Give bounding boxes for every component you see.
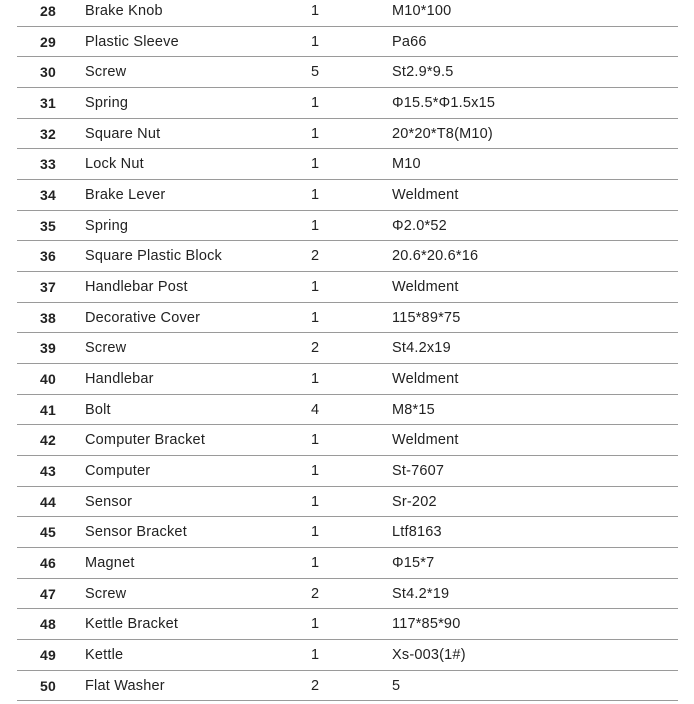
part-quantity: 1 [311, 278, 320, 295]
part-quantity: 1 [311, 493, 320, 510]
table-row [17, 149, 678, 180]
part-number: 42 [40, 432, 56, 449]
part-specification: Pa66 [392, 33, 427, 50]
part-number: 45 [40, 524, 56, 541]
part-specification: Φ15.5*Φ1.5x15 [392, 94, 496, 111]
part-quantity: 1 [311, 646, 320, 663]
part-specification: Weldment [392, 370, 459, 387]
part-name: Square Plastic Block [85, 248, 222, 265]
part-name: Spring [85, 94, 129, 111]
table-row [17, 180, 678, 211]
part-name: Kettle [85, 646, 124, 663]
part-quantity: 1 [311, 217, 320, 234]
part-number: 37 [40, 278, 56, 295]
part-number: 30 [40, 64, 56, 81]
part-specification: Sr-202 [392, 493, 437, 510]
part-name: Computer Bracket [85, 432, 206, 449]
part-specification: 20.6*20.6*16 [392, 248, 479, 265]
part-quantity: 1 [311, 554, 320, 571]
part-quantity: 2 [311, 248, 320, 265]
table-row [17, 303, 678, 334]
part-quantity: 1 [311, 616, 320, 633]
part-quantity: 1 [311, 186, 320, 203]
part-quantity: 5 [311, 64, 320, 81]
table-row [17, 57, 678, 88]
parts-list-table [17, 0, 678, 701]
part-quantity: 4 [311, 401, 320, 418]
part-specification: St4.2x19 [392, 340, 451, 357]
part-number: 49 [40, 646, 56, 663]
table-row [17, 88, 678, 119]
table-row [17, 579, 678, 610]
part-number: 48 [40, 616, 56, 633]
part-number: 44 [40, 493, 56, 510]
part-number: 28 [40, 2, 56, 19]
table-row [17, 0, 678, 27]
part-specification: St-7607 [392, 462, 445, 479]
part-number: 35 [40, 217, 56, 234]
part-quantity: 1 [311, 33, 320, 50]
part-specification: M10*100 [392, 2, 452, 19]
part-specification: Weldment [392, 278, 459, 295]
part-specification: Weldment [392, 432, 459, 449]
part-name: Square Nut [85, 125, 161, 142]
part-specification: Φ2.0*52 [392, 217, 447, 234]
part-quantity: 1 [311, 432, 320, 449]
part-name: Decorative Cover [85, 309, 201, 326]
part-specification: 117*85*90 [392, 616, 461, 633]
part-specification: 20*20*T8(M10) [392, 125, 493, 142]
part-specification: St2.9*9.5 [392, 64, 454, 81]
part-number: 50 [40, 677, 56, 694]
part-number: 40 [40, 370, 56, 387]
table-row [17, 640, 678, 671]
part-specification: 115*89*75 [392, 309, 461, 326]
part-specification: Xs-003(1#) [392, 646, 466, 663]
part-name: Lock Nut [85, 156, 144, 173]
part-quantity: 1 [311, 156, 320, 173]
part-specification: Ltf8163 [392, 524, 442, 541]
part-name: Screw [85, 64, 127, 81]
part-name: Sensor Bracket [85, 524, 187, 541]
part-number: 38 [40, 309, 56, 326]
part-specification: Φ15*7 [392, 554, 435, 571]
part-quantity: 2 [311, 340, 320, 357]
part-name: Computer [85, 462, 151, 479]
table-row [17, 425, 678, 456]
part-quantity: 1 [311, 524, 320, 541]
part-number: 33 [40, 156, 56, 173]
part-name: Sensor [85, 493, 133, 510]
part-quantity: 1 [311, 94, 320, 111]
table-row [17, 487, 678, 518]
table-row [17, 517, 678, 548]
part-name: Handlebar Post [85, 278, 188, 295]
part-specification: 5 [392, 677, 401, 694]
part-specification: Weldment [392, 186, 459, 203]
part-name: Brake Knob [85, 2, 163, 19]
table-row [17, 241, 678, 272]
part-quantity: 1 [311, 370, 320, 387]
table-row [17, 272, 678, 303]
table-row [17, 119, 678, 150]
table-row [17, 456, 678, 487]
part-number: 39 [40, 340, 56, 357]
table-row [17, 671, 678, 702]
part-name: Plastic Sleeve [85, 33, 179, 50]
table-row [17, 333, 678, 364]
table-row [17, 395, 678, 426]
part-quantity: 2 [311, 677, 320, 694]
part-name: Flat Washer [85, 677, 165, 694]
part-number: 29 [40, 33, 56, 50]
part-number: 46 [40, 554, 56, 571]
part-name: Screw [85, 340, 127, 357]
table-row [17, 609, 678, 640]
table-row [17, 27, 678, 58]
part-specification: M10 [392, 156, 421, 173]
part-number: 41 [40, 401, 56, 418]
part-quantity: 1 [311, 2, 320, 19]
table-row [17, 548, 678, 579]
part-quantity: 1 [311, 125, 320, 142]
part-name: Brake Lever [85, 186, 166, 203]
part-number: 43 [40, 462, 56, 479]
part-name: Kettle Bracket [85, 616, 179, 633]
part-name: Screw [85, 585, 127, 602]
part-number: 47 [40, 585, 56, 602]
part-number: 36 [40, 248, 56, 265]
part-quantity: 1 [311, 462, 320, 479]
part-number: 32 [40, 125, 56, 142]
part-name: Handlebar [85, 370, 154, 387]
table-row [17, 211, 678, 242]
part-quantity: 2 [311, 585, 320, 602]
part-number: 34 [40, 186, 56, 203]
part-quantity: 1 [311, 309, 320, 326]
part-specification: M8*15 [392, 401, 435, 418]
part-name: Magnet [85, 554, 135, 571]
part-name: Spring [85, 217, 129, 234]
part-name: Bolt [85, 401, 111, 418]
part-specification: St4.2*19 [392, 585, 450, 602]
part-number: 31 [40, 94, 56, 111]
table-row [17, 364, 678, 395]
